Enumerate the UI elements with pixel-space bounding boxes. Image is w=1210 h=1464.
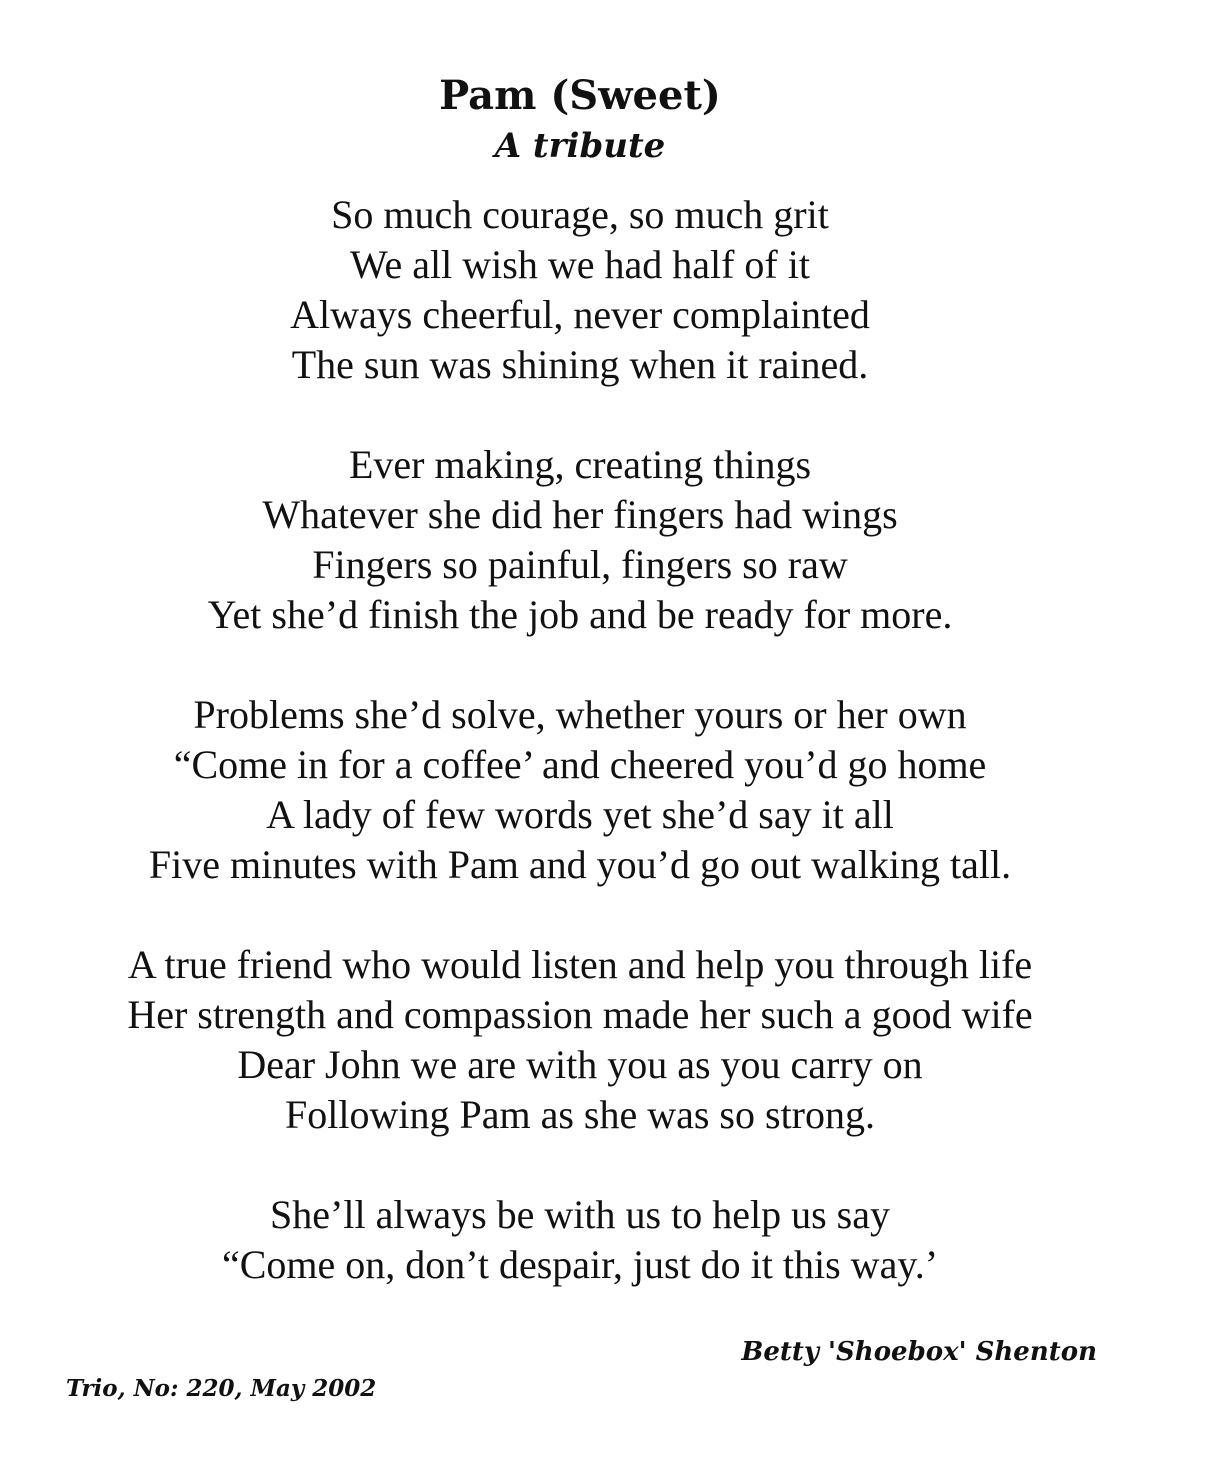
poem-line: “Come on, don’t despair, just do it this way.’ <box>221 1242 939 1287</box>
stanza <box>0 690 1160 890</box>
poem-line: Yet she’d finish the job and be ready for more. <box>207 592 953 637</box>
poem-line: Whatever she did her fingers had wings <box>262 492 898 537</box>
poem-line: She’ll always be with us to help us say <box>270 1192 890 1237</box>
author-signature: Betty 'Shoebox' Shenton <box>741 1337 1097 1367</box>
poem-line: Problems she’d solve, whether yours or her own <box>193 692 967 737</box>
poem-line: Fingers so painful, fingers so raw <box>312 542 848 587</box>
stanza <box>0 440 1160 640</box>
poem-line: The sun was shining when it rained. <box>291 342 869 387</box>
poem-body <box>0 190 1160 1340</box>
poem-line: Ever making, creating things <box>348 442 812 487</box>
poem-line: “Come in for a coffee’ and cheered you’d go home <box>173 742 987 787</box>
poem-subtitle: A tribute <box>494 126 666 166</box>
publication-source: Trio, No: 220, May 2002 <box>66 1375 377 1402</box>
poem-line: Her strength and compassion made her such a good wife <box>127 992 1033 1037</box>
poem-line: Five minutes with Pam and you’d go out walking tall. <box>148 842 1012 887</box>
poem-title: Pam (Sweet) <box>439 72 721 119</box>
poem-line: Following Pam as she was so strong. <box>285 1092 875 1137</box>
poem-line: A true friend who would listen and help you through life <box>127 942 1033 987</box>
stanza <box>0 1190 1160 1290</box>
stanza <box>0 940 1160 1140</box>
stanza <box>0 190 1160 390</box>
poem-line: A lady of few words yet she’d say it all <box>266 792 894 837</box>
poem-line: Dear John we are with you as you carry on <box>237 1042 923 1087</box>
poem-line: We all wish we had half of it <box>350 242 810 287</box>
poem-line: So much courage, so much grit <box>331 192 829 237</box>
poem-line: Always cheerful, never complainted <box>290 292 870 337</box>
